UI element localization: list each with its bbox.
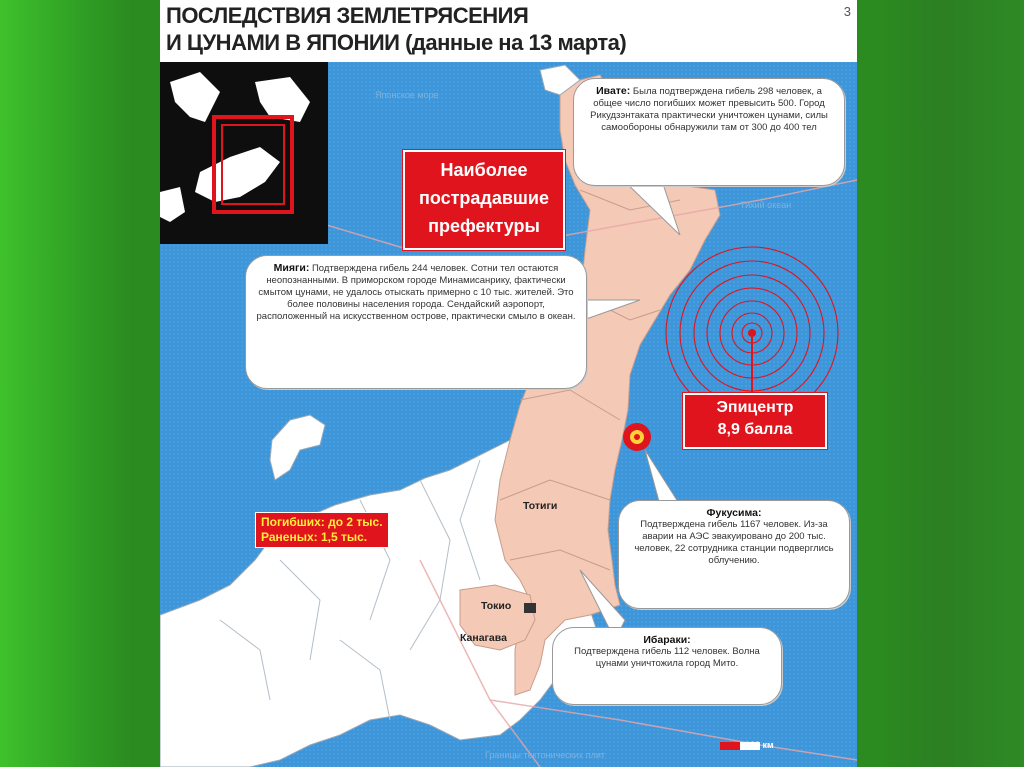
sea-label-pacific: Тихий океан: [740, 200, 792, 210]
sea-label-japan: Японское море: [375, 90, 439, 100]
casualties-stat: Погибших: до 2 тыс. Раненых: 1,5 тыс.: [255, 512, 389, 548]
callout-fukushima: Фукусима: Подтверждена гибель 1167 человек. Из-за аварии на АЭС эвакуировано до 200 тыс. человек, 22 сотрудника станции подверглись облучению.: [618, 500, 850, 609]
place-tokyo: Токио: [481, 600, 512, 612]
scale-label: 100 км: [745, 740, 774, 750]
callout-ibaraki: Ибараки: Подтверждена гибель 112 человек. Волна цунами уничтожила город Мито.: [552, 627, 782, 705]
most-affected-label: Наиболее пострадавшие префектуры: [403, 150, 565, 250]
nuclear-plant-icon: [623, 423, 651, 451]
callout-miyagi: Мияги: Подтверждена гибель 244 человек. Сотни тел остаются неопознанными. В приморском городе Минамисанрику, фактически смытом цунами, не удалось отыскать примерно с 10 тыс. жителей. Это более половины населения города. Сендайский аэропорт, расположенный на искусственном острове, практически смыло в океан.: [245, 255, 587, 389]
plates-label: Границы тектонических плит: [485, 750, 606, 760]
map-title: ПОСЛЕДСТВИЯ ЗЕМЛЕТРЯСЕНИЯ И ЦУНАМИ В ЯПОНИИ (данные на 13 марта): [166, 3, 627, 55]
epicenter-label: Эпицентр 8,9 балла: [683, 393, 827, 449]
callout-iwate: Ивате: Была подтверждена гибель 298 человек, а общее число погибших может превысить 500. Город Рикудзэнтаката практически уничтожен цунами, силы самообороны обнаружили там от 300 до 400 тел: [573, 78, 845, 186]
inset-map: [160, 62, 328, 244]
slide: [160, 0, 857, 767]
place-kanagawa: Канагава: [460, 632, 507, 644]
place-tochigi: Тотиги: [523, 500, 558, 512]
page-number: 3: [843, 4, 851, 19]
